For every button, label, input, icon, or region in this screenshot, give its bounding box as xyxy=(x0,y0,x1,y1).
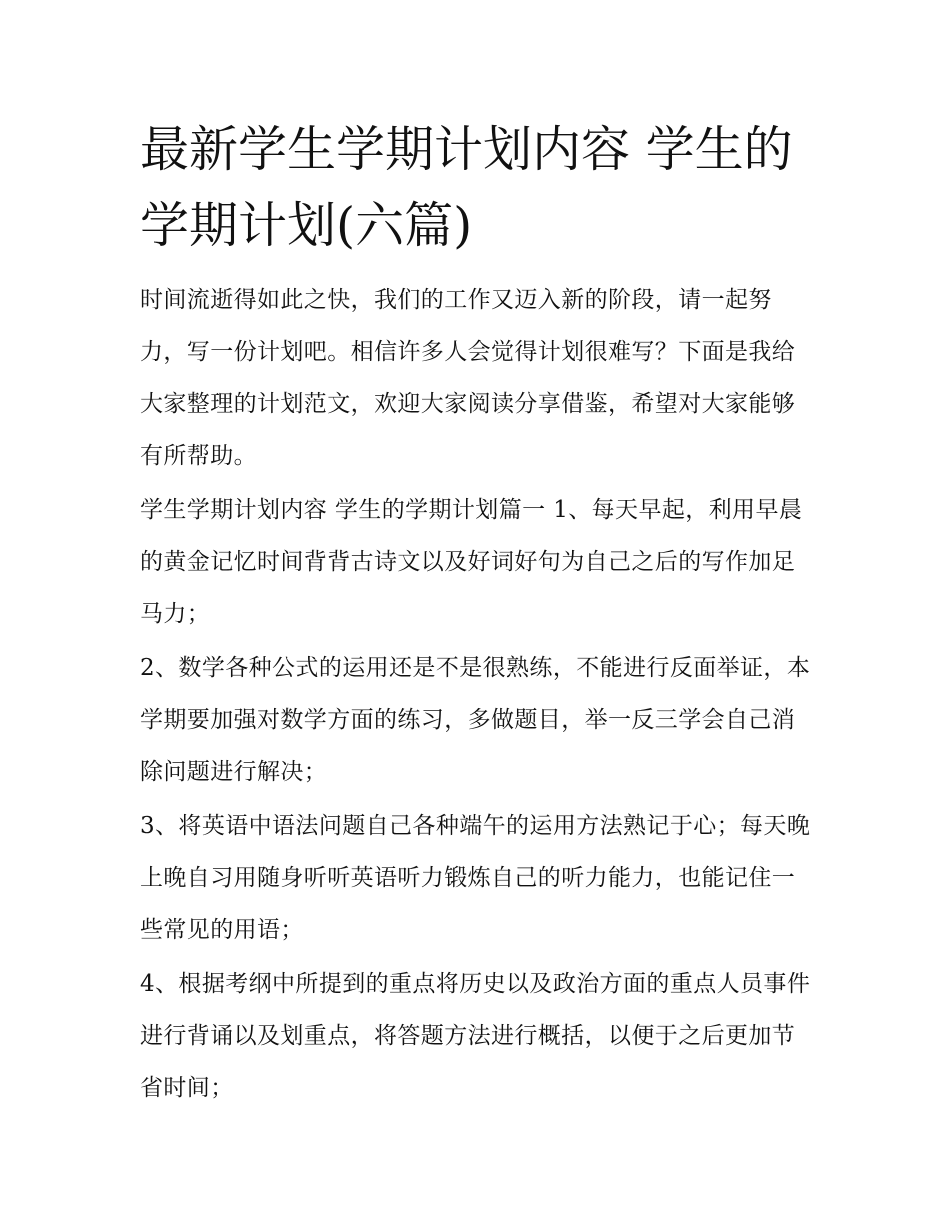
document-title: 最新学生学期计划内容 学生的学期计划(六篇) xyxy=(140,121,793,254)
plan-item-1: 学生学期计划内容 学生的学期计划篇一 1、每天早起，利用早晨的黄金记忆时间背背古诗文以及好词好句为自己之后的写作加足马力； xyxy=(140,497,803,627)
document-page xyxy=(140,112,812,1114)
plan-item-4: 4、根据考纲中所提到的重点将历史以及政治方面的重点人员事件进行背诵以及划重点，将答题方法进行概括，以便于之后更加节省时间； xyxy=(140,971,811,1101)
plan-item-3: 3、将英语中语法问题自己各种端午的运用方法熟记于心；每天晚上晚自习用随身听听英语听力锻炼自己的听力能力，也能记住一些常见的用语； xyxy=(140,813,811,943)
intro-paragraph: 时间流逝得如此之快，我们的工作又迈入新的阶段，请一起努力，写一份计划吧。相信许多人会觉得计划很难写？下面是我给大家整理的计划范文，欢迎大家阅读分享借鉴，希望对大家能够有所帮助。 xyxy=(140,287,796,469)
plan-item-2: 2、数学各种公式的运用还是不是很熟练，不能进行反面举证，本学期要加强对数学方面的练习，多做题目，举一反三学会自己消除问题进行解决； xyxy=(140,655,811,785)
